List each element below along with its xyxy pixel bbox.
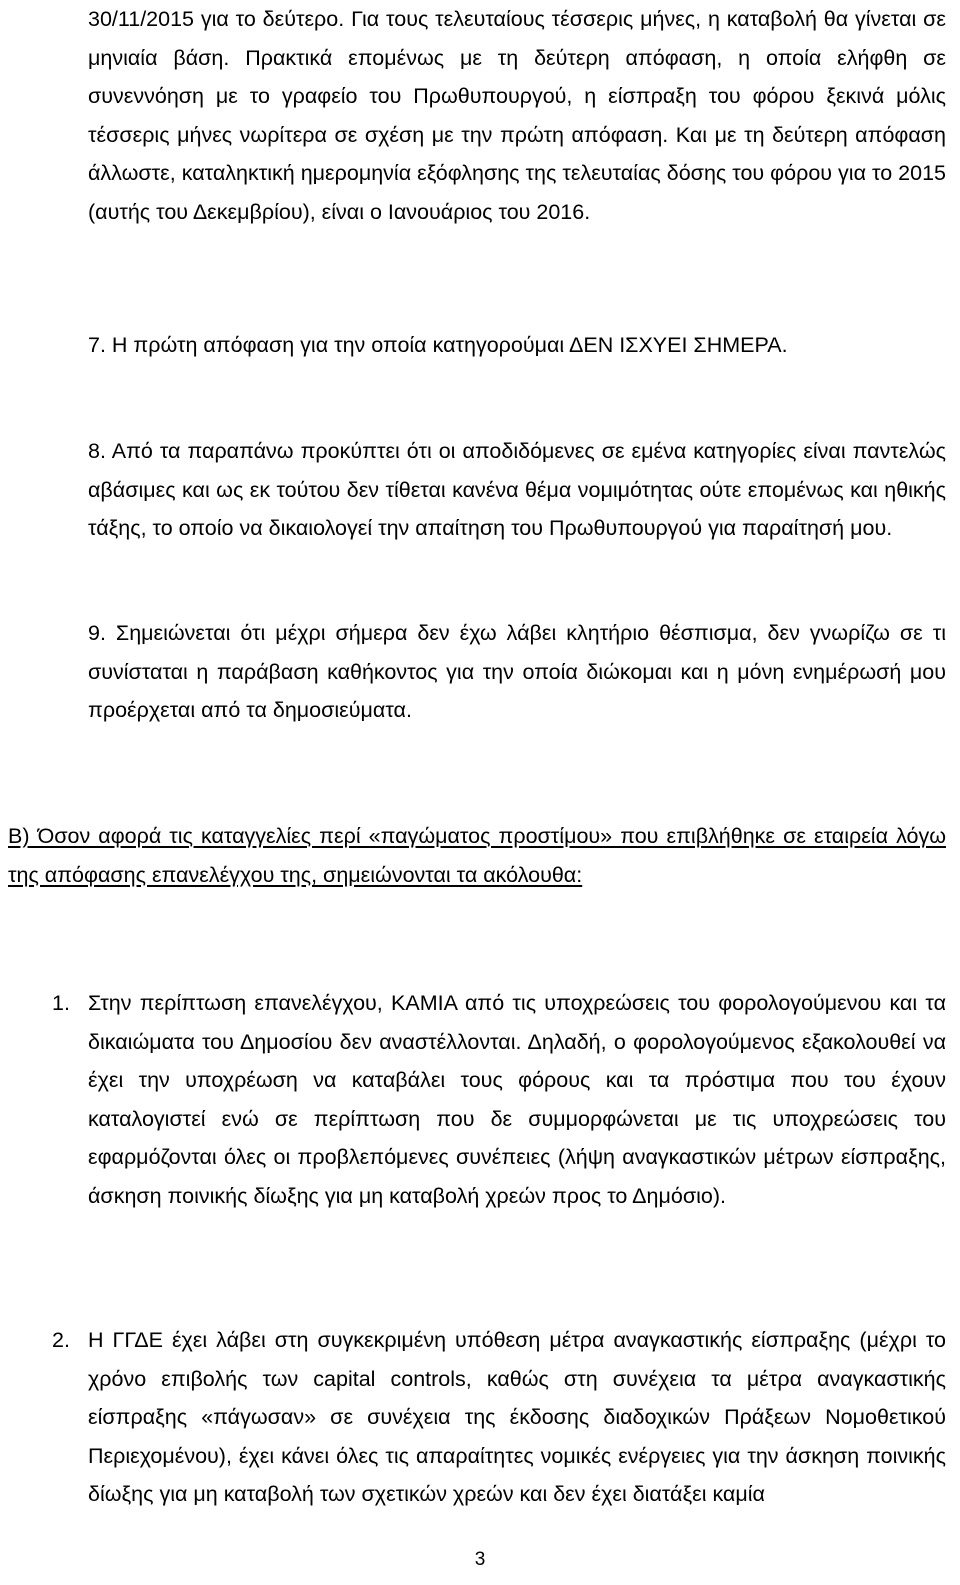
- section-b-heading: Β) Όσον αφορά τις καταγγελίες περί «παγώματος προστίμου» που επιβλήθηκε σε εταιρεία λόγω της απόφασης επανελέγχου της, σημειώνονται τα ακόλουθα:: [8, 824, 946, 887]
- list-item-2-text: Η ΓΓΔΕ έχει λάβει στη συγκεκριμένη υπόθεση μέτρα αναγκαστικής είσπραξης (μέχρι το χρόνο επιβολής των capital controls, καθώς στη συνέχεια τα μέτρα αναγκαστικής είσπραξης «πάγωσαν» σε συνέχεια της έκδοσης διαδοχικών Πράξεων Νομοθετικού Περιεχομένου), έχει κάνει όλες τις απαραίτητες νομικές ενέργειες για την άσκηση ποινικής δίωξης για μη καταβολή των σχετικών χρεών και δεν έχει διατάξει καμία: [88, 1328, 946, 1506]
- page-number: 3: [474, 1549, 486, 1570]
- paragraph-9: 9. Σημειώνεται ότι μέχρι σήμερα δεν έχω λάβει κλητήριο θέσπισμα, δεν γνωρίζω σε τι συνίσταται η παράβαση καθήκοντος για την οποία διώκομαι και η μόνη ενημέρωσή μου προέρχεται από τα δημοσιεύματα.: [88, 621, 946, 722]
- paragraph-continuation: 30/11/2015 για το δεύτερο. Για τους τελευταίους τέσσερις μήνες, η καταβολή θα γίνεται σε μηνιαία βάση. Πρακτικά επομένως με τη δεύτερη απόφαση, η οποία ελήφθη σε συνεννόηση με το γραφείο του Πρωθυπουργού, η είσπραξη του φόρου ξεκινά μόλις τέσσερις μήνες νωρίτερα σε σχέση με την πρώτη απόφαση. Και με τη δεύτερη απόφαση άλλωστε, καταληκτική ημερομηνία εξόφλησης της τελευταίας δόσης του φόρου για το 2015 (αυτής του Δεκεμβρίου), είναι ο Ιανουάριος του 2016.: [88, 7, 946, 224]
- list-item-1-number: 1.: [52, 991, 70, 1015]
- paragraph-7: 7. Η πρώτη απόφαση για την οποία κατηγορούμαι ΔΕΝ ΙΣΧΥΕΙ ΣΗΜΕΡΑ.: [88, 333, 788, 357]
- list-item-2-number: 2.: [52, 1328, 70, 1352]
- paragraph-8: 8. Από τα παραπάνω προκύπτει ότι οι αποδιδόμενες σε εμένα κατηγορίες είναι παντελώς αβάσιμες και ως εκ τούτου δεν τίθεται κανένα θέμα νομιμότητας ούτε επομένως και ηθικής τάξης, το οποίο να δικαιολογεί την απαίτηση του Πρωθυπουργού για παραίτησή μου.: [88, 439, 946, 540]
- list-item-1-text: Στην περίπτωση επανελέγχου, ΚΑΜΙΑ από τις υποχρεώσεις του φορολογούμενου και τα δικαιώματα του Δημοσίου δεν αναστέλλονται. Δηλαδή, ο φορολογούμενος εξακολουθεί να έχει την υποχρέωση να καταβάλει τους φόρους και τα πρόστιμα που του έχουν καταλογιστεί ενώ σε περίπτωση που δε συμμορφώνεται με τις υποχρεώσεις του εφαρμόζονται όλες οι προβλεπόμενες συνέπειες (λήψη αναγκαστικών μέτρων είσπραξης, άσκηση ποινικής δίωξης για μη καταβολή χρεών προς το Δημόσιο).: [88, 991, 946, 1208]
